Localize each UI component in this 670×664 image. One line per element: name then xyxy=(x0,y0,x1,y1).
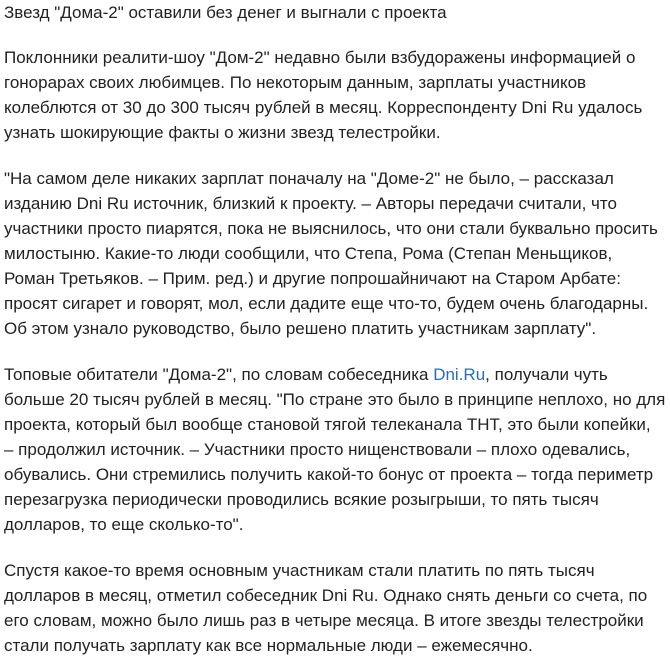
paragraph-line: просят сигарет и говорят, мол, если дадите еще что-то, будем очень благодарны. xyxy=(4,294,649,313)
paragraph-line: Спустя какое-то время основным участникам стали платить по пять тысяч xyxy=(4,561,595,580)
paragraph-line: колеблются от 30 до 300 тысяч рублей в месяц. Корреспонденту Dni Ru удалось xyxy=(4,98,643,117)
paragraph-line: "На самом деле никаких зарплат поначалу на "Доме-2" не было, – рассказал xyxy=(4,169,614,188)
paragraph-line: обувались. Они стремились получить какой-то бонус от проекта – тогда периметр xyxy=(4,465,654,484)
paragraph-line: узнать шокирующие факты о жизни звезд телестройки. xyxy=(4,123,441,142)
paragraph-line: перезагрузка периодически проводились всякие розыгрыши, то пять тысяч xyxy=(4,490,599,509)
paragraph-line: долларов, то еще сколько-то". xyxy=(4,515,244,534)
paragraph-line: проекта, который был вообще становой тягой телеканала ТНТ, это были копейки, xyxy=(4,415,651,434)
paragraph-line: больше 20 тысяч рублей в месяц. "По стране это было в принципе неплохо, но для xyxy=(4,390,666,409)
paragraph-2 xyxy=(4,166,666,341)
paragraph-4 xyxy=(4,558,666,658)
paragraph-line: изданию Dni Ru источник, близкий к проекту. – Авторы передачи считали, что xyxy=(4,194,617,213)
paragraph-line: гонорарах своих любимцев. По некоторым данным, зарплаты участников xyxy=(4,73,587,92)
paragraph-line: долларов в месяц, отметил собеседник Dni Ru. Однако снять деньги со счета, по xyxy=(4,586,648,605)
paragraph-line: – продолжил источник. – Участники просто нищенствовали – плохо одевались, xyxy=(4,440,631,459)
paragraph-line: его словам, можно было лишь раз в четыре месяца. В итоге звезды телестройки xyxy=(4,611,644,630)
paragraph-line xyxy=(4,362,666,387)
paragraph-line: участники просто пиарятся, пока не выяснилось, что они стали буквально просить xyxy=(4,219,658,238)
article-title: Звезд "Дома-2" оставили без денег и выгнали с проекта xyxy=(4,3,447,22)
paragraph-1 xyxy=(4,45,666,145)
dni-ru-link[interactable]: Dni.Ru xyxy=(433,365,486,384)
paragraph-line: Роман Третьяков. – Прим. ред.) и другие попрошайничают на Старом Арбате: xyxy=(4,269,621,288)
paragraph-line: Поклонники реалити-шоу "Дом-2" недавно были взбудоражены информацией о xyxy=(4,48,636,67)
paragraph-3 xyxy=(4,362,666,537)
paragraph-text: , получали чуть xyxy=(485,365,608,384)
paragraph-line: стали получать зарплату как все нормальные люди – ежемесячно. xyxy=(4,636,533,655)
paragraph-line: милостыню. Какие-то люди сообщили, что Степа, Рома (Степан Меньщиков, xyxy=(4,244,613,263)
paragraph-line: Об этом узнало руководство, было решено платить участникам зарплату". xyxy=(4,319,597,338)
paragraph-text: Топовые обитатели "Дома-2", по словам собеседника xyxy=(4,365,434,384)
